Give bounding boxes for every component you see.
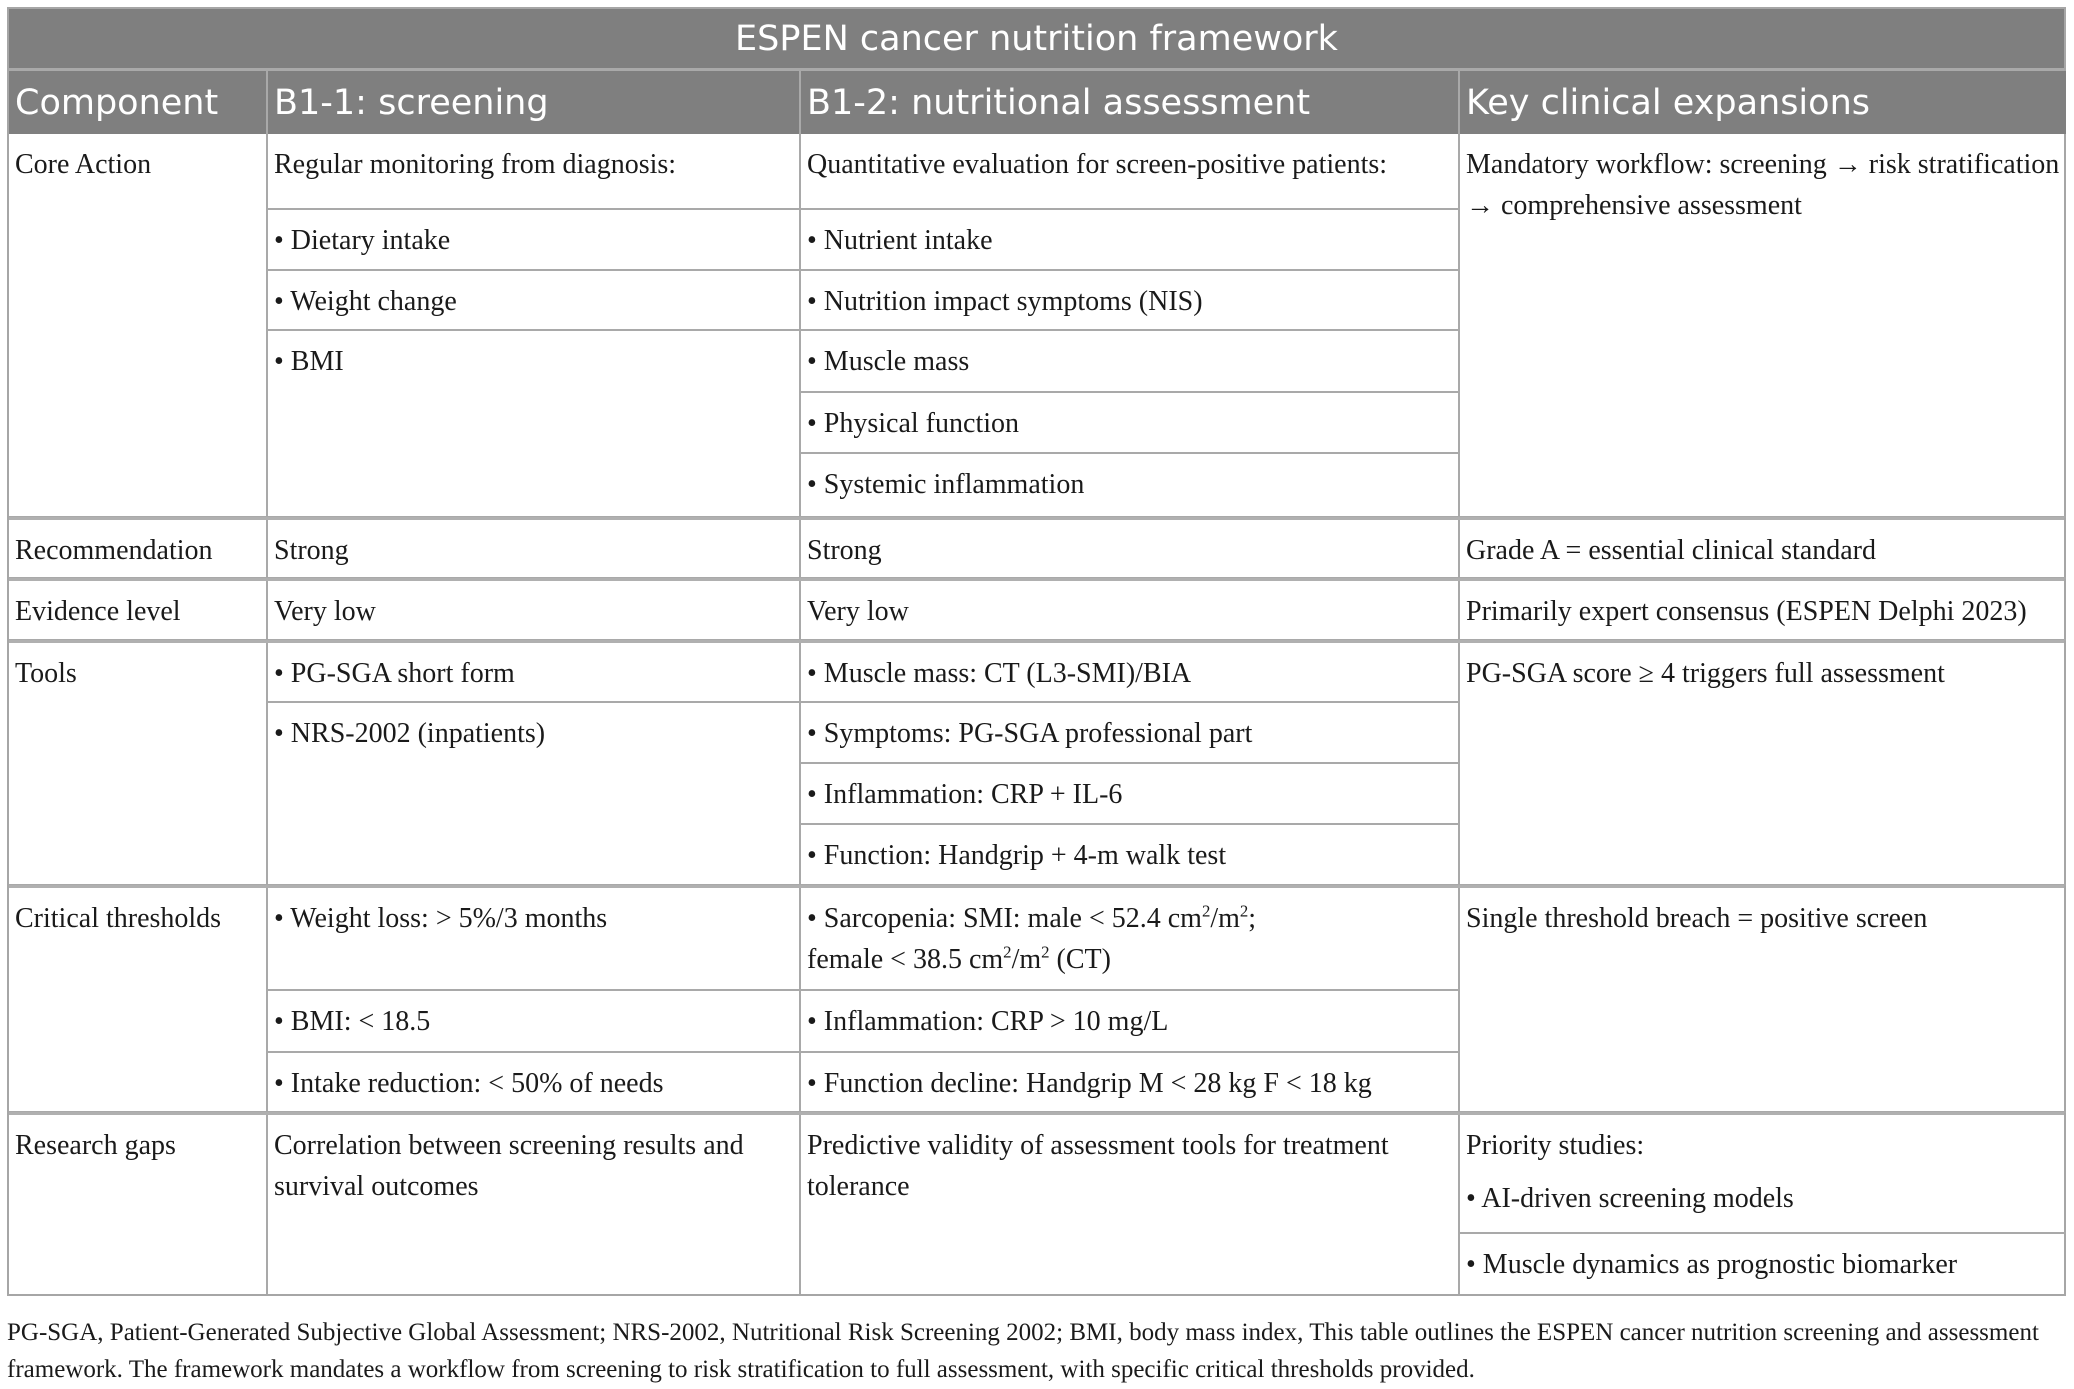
method: (CT) <box>1049 944 1111 975</box>
header-screening: B1-1: screening <box>268 71 801 134</box>
list-item: • Muscle dynamics as prognostic biomarker <box>1466 1249 1958 1280</box>
list-item: • PG-SGA short form <box>268 643 801 703</box>
table-caption: PG-SGA, Patient-Generated Subjective Global Assessment; NRS-2002, Nutritional Risk Screening 2002; BMI, body mass index, This table outlines the ESPEN cancer nutrition screening and assessment framework. The framework mandates a workflow from screening to risk stratification to full assessment, with specific critical thresholds provided. <box>7 1319 2039 1383</box>
sarcopenia-female: female < 38.5 cm <box>807 944 1004 975</box>
sarcopenia-male: • Sarcopenia: SMI: male < 52.4 cm <box>807 903 1202 934</box>
cell-expansions: PG-SGA score ≥ 4 triggers full assessment <box>1460 643 2066 886</box>
superscript: 2 <box>1201 901 1211 921</box>
cell-assessment: Very low <box>801 581 1460 641</box>
list-item: • Weight change <box>268 271 801 331</box>
header-assessment: B1-2: nutritional assessment <box>801 71 1460 134</box>
unit: /m <box>1011 944 1042 975</box>
list-item: • Function: Handgrip + 4-m walk test <box>801 825 1460 886</box>
framework-table <box>7 7 2066 1296</box>
list-item: • Muscle mass <box>801 331 1460 393</box>
header-component: Component <box>9 71 268 134</box>
list-item: • BMI <box>268 331 801 518</box>
cell-expansions: Grade A = essential clinical standard <box>1460 520 2066 579</box>
list-item: • Function decline: Handgrip M < 28 kg F < 18 kg <box>801 1053 1460 1113</box>
table-title: ESPEN cancer nutrition framework <box>9 9 2064 71</box>
list-item: • Systemic inflammation <box>801 454 1460 518</box>
list-item: • Symptoms: PG-SGA professional part <box>801 703 1460 764</box>
list-item: • Intake reduction: < 50% of needs <box>268 1053 801 1113</box>
list-item: • BMI: < 18.5 <box>268 991 801 1053</box>
cell-expansions: Mandatory workflow: screening → risk stratification → comprehensive assessment <box>1460 134 2066 518</box>
cell-screening: Correlation between screening results and survival outcomes <box>268 1115 801 1294</box>
cell-expansions: Primarily expert consensus (ESPEN Delphi 2023) <box>1460 581 2066 641</box>
list-item: • AI-driven screening models <box>1460 1174 2066 1234</box>
cell-screening-intro: Regular monitoring from diagnosis: <box>268 134 801 210</box>
superscript: 2 <box>1003 942 1012 962</box>
cell-expansions-intro: Priority studies: <box>1466 1130 1645 1161</box>
list-item-sarcopenia <box>801 888 1460 991</box>
list-item: • Muscle mass: CT (L3-SMI)/BIA <box>801 643 1460 703</box>
list-item: • Nutrition impact symptoms (NIS) <box>801 271 1460 331</box>
cell-assessment: Predictive validity of assessment tools for treatment tolerance <box>801 1115 1460 1294</box>
cell-expansions: Single threshold breach = positive screen <box>1460 888 2066 1113</box>
cell-screening: Very low <box>268 581 801 641</box>
list-item: • NRS-2002 (inpatients) <box>268 703 801 886</box>
list-item: • Dietary intake <box>268 210 801 271</box>
list-item: • Nutrient intake <box>801 210 1460 271</box>
list-item: • Inflammation: CRP + IL-6 <box>801 764 1460 825</box>
superscript: 2 <box>1041 942 1050 962</box>
list-item: • Weight loss: > 5%/3 months <box>268 888 801 991</box>
cell-component: Core Action <box>9 134 268 518</box>
cell-assessment: Strong <box>801 520 1460 579</box>
cell-screening: Strong <box>268 520 801 579</box>
cell-component: Tools <box>9 643 268 886</box>
cell-assessment-intro: Quantitative evaluation for screen-positive patients: <box>801 134 1460 210</box>
header-expansions: Key clinical expansions <box>1460 71 2066 134</box>
cell-component: Critical thresholds <box>9 888 268 1113</box>
list-item: • Inflammation: CRP > 10 mg/L <box>801 991 1460 1053</box>
superscript: 2 <box>1239 901 1249 921</box>
cell-component: Evidence level <box>9 581 268 641</box>
cell-component: Research gaps <box>9 1115 268 1294</box>
cell-component: Recommendation <box>9 520 268 579</box>
punct: ; <box>1248 903 1257 934</box>
list-item: • Physical function <box>801 393 1460 454</box>
unit: /m <box>1210 903 1240 934</box>
